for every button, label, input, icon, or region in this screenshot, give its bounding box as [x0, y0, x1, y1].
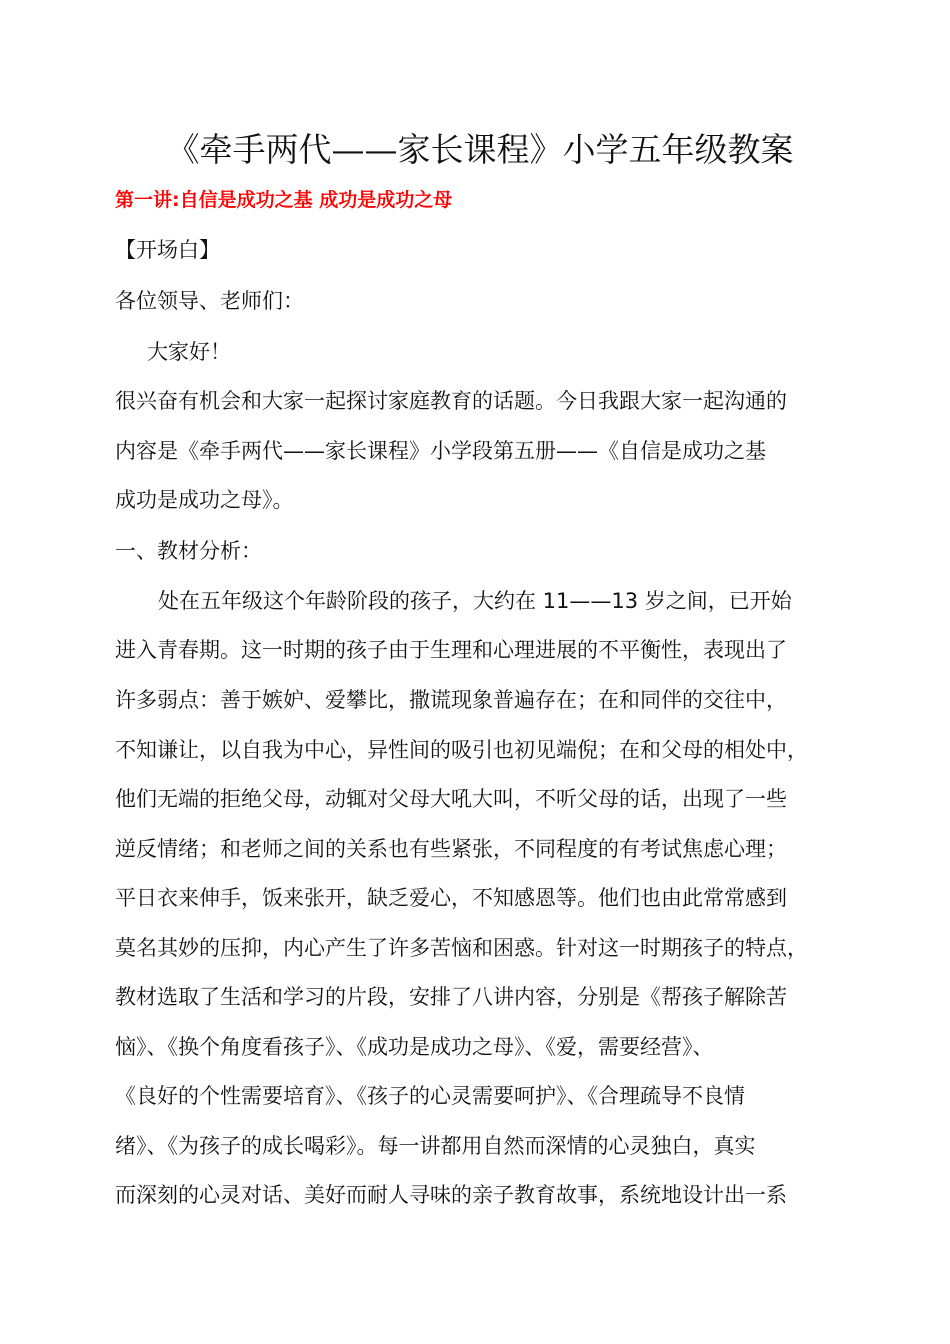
analysis-line: 莫名其妙的压抑，内心产生了许多苦恼和困惑。针对这一时期孩子的特点， — [115, 936, 808, 960]
analysis-line: 而深刻的心灵对话、美好而耐人寻味的亲子教育故事，系统地设计出一系 — [115, 1183, 787, 1207]
intro-line: 很兴奋有机会和大家一起探讨家庭教育的话题。今日我跟大家一起沟通的 — [115, 389, 787, 413]
intro-line: 内容是《牵手两代——家长课程》小学段第五册——《自信是成功之基 — [115, 439, 766, 463]
analysis-line: 教材选取了生活和学习的片段，安排了八讲内容，分别是《帮孩子解除苦 — [115, 985, 787, 1009]
analysis-line: 他们无端的拒绝父母，动辄对父母大吼大叫，不听父母的话，出现了一些 — [115, 787, 787, 811]
greeting: 大家好！ — [147, 340, 231, 364]
analysis-line: 进入青春期。这一时期的孩子由于生理和心理进展的不平衡性，表现出了 — [115, 638, 787, 662]
intro-line: 成功是成功之母》。 — [115, 488, 294, 512]
lecture-heading: 第一讲:自信是成功之基 成功是成功之母 — [115, 189, 453, 211]
analysis-line: 许多弱点：善于嫉妒、爱攀比，撒谎现象普遍存在；在和同伴的交往中， — [115, 688, 787, 712]
analysis-line: 平日衣来伸手，饭来张开，缺乏爱心，不知感恩等。他们也由此常常感到 — [115, 886, 787, 910]
analysis-line: 恼》、《换个角度看孩子》、《成功是成功之母》、《爱，需要经营》、 — [115, 1035, 714, 1059]
analysis-line: 处在五年级这个年龄阶段的孩子，大约在 11——13 岁之间，已开始 — [158, 589, 792, 613]
opening-label: 【开场白】 — [115, 238, 220, 262]
analysis-line: 逆反情绪；和老师之间的关系也有些紧张，不同程度的有考试焦虑心理； — [115, 837, 787, 861]
section-heading: 一、教材分析： — [115, 539, 262, 563]
analysis-line: 不知谦让，以自我为中心，异性间的吸引也初见端倪；在和父母的相处中， — [115, 738, 808, 762]
salutation: 各位领导、老师们： — [115, 289, 304, 313]
analysis-line: 《良好的个性需要培育》、《孩子的心灵需要呵护》、《合理疏导不良情 — [115, 1084, 745, 1108]
analysis-line: 绪》、《为孩子的成长喝彩》。每一讲都用自然而深情的心灵独白，真实 — [115, 1134, 756, 1158]
document-title: 《牵手两代——家长课程》小学五年级教案 — [166, 130, 794, 169]
